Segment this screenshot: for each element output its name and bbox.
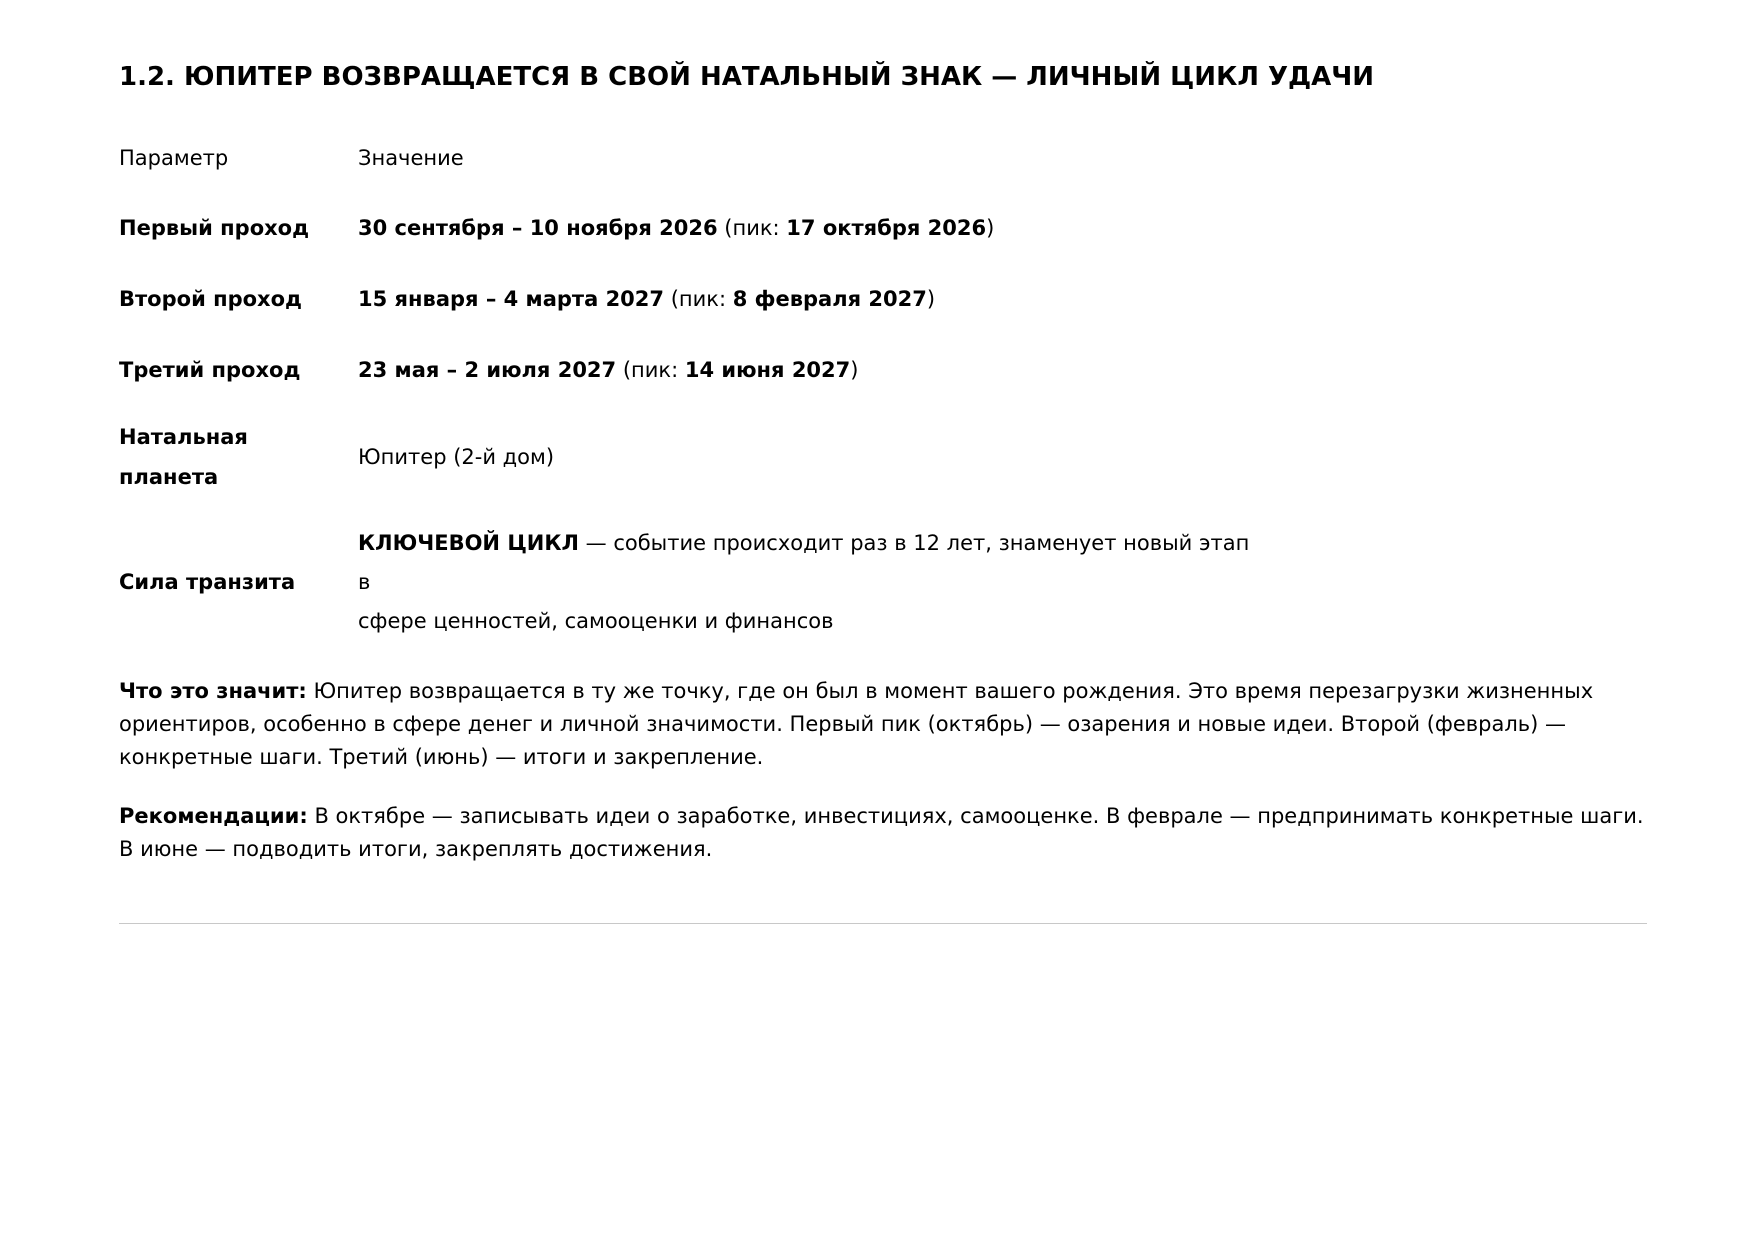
second-pass-label: Второй проход <box>119 287 302 312</box>
table-row-transit-strength <box>119 497 1258 641</box>
third-pass-peak-prefix: (пик: <box>616 358 685 383</box>
transit-strength-text-line1: — событие происходит раз в 12 лет, знаменует новый этап в <box>358 531 1250 595</box>
second-pass-peak: 8 февраля 2027 <box>732 287 927 312</box>
third-pass-label: Третий проход <box>119 358 301 383</box>
first-pass-peak-prefix: (пик: <box>717 216 787 241</box>
transit-table <box>119 139 1258 641</box>
natal-planet-label <box>119 390 358 497</box>
first-pass-value <box>358 178 1258 248</box>
first-pass-peak: 17 октября 2026 <box>786 216 987 241</box>
first-pass-label: Первый проход <box>119 216 310 241</box>
table-header-row <box>119 139 1258 178</box>
second-pass-peak-prefix: (пик: <box>664 287 733 312</box>
natal-planet-label-line1: Натальная <box>119 425 248 450</box>
recommendations-paragraph <box>119 800 1647 866</box>
table-row-first-pass <box>119 178 1258 248</box>
recommendations-text: В октябре — записывать идеи о заработке, инвестициях, самооценке. В феврале — предпринимать конкретные шаги. В июне — подводить итоги, закреплять достижения. <box>119 804 1644 862</box>
transit-strength-label: Сила транзита <box>119 570 296 595</box>
header-value: Значение <box>358 146 464 171</box>
header-param: Параметр <box>119 146 229 171</box>
second-pass-peak-suffix: ) <box>926 287 936 312</box>
third-pass-range: 23 мая – 2 июля 2027 <box>358 358 617 383</box>
meaning-label: Что это значит: <box>119 679 307 704</box>
table-row-second-pass <box>119 248 1258 319</box>
second-pass-value <box>358 248 1258 319</box>
first-pass-range: 30 сентября – 10 ноября 2026 <box>358 216 718 241</box>
meaning-paragraph <box>119 675 1647 774</box>
second-pass-range: 15 января – 4 марта 2027 <box>358 287 665 312</box>
transit-strength-value <box>358 497 1258 641</box>
table-row-third-pass <box>119 319 1258 390</box>
table-row-natal-planet <box>119 390 1258 497</box>
first-pass-peak-suffix: ) <box>986 216 995 241</box>
section-divider <box>119 923 1647 924</box>
third-pass-peak-suffix: ) <box>850 358 859 383</box>
recommendations-label: Рекомендации: <box>119 804 308 829</box>
meaning-text: Юпитер возвращается в ту же точку, где он был в момент вашего рождения. Это время перезагрузки жизненных ориентиров, особенно в сфере денег и личной значимости. Первый пик (октябрь) — озарения и новые идеи. Второй (февраль) — конкретные шаги. Третий (июнь) — итоги и закрепление. <box>119 679 1594 770</box>
transit-strength-text-line2: сфере ценностей, самооценки и финансов <box>358 609 834 634</box>
third-pass-value <box>358 319 1258 390</box>
transit-strength-emphasis: КЛЮЧЕВОЙ ЦИКЛ <box>358 531 579 556</box>
section-title: 1.2. ЮПИТЕР ВОЗВРАЩАЕТСЯ В СВОЙ НАТАЛЬНЫЙ ЗНАК — ЛИЧНЫЙ ЦИКЛ УДАЧИ <box>119 62 1375 92</box>
document-page <box>119 60 1647 866</box>
natal-planet-label-line2: планета <box>119 465 219 490</box>
third-pass-peak: 14 июня 2027 <box>684 358 851 383</box>
natal-planet-value: Юпитер (2-й дом) <box>358 444 555 469</box>
